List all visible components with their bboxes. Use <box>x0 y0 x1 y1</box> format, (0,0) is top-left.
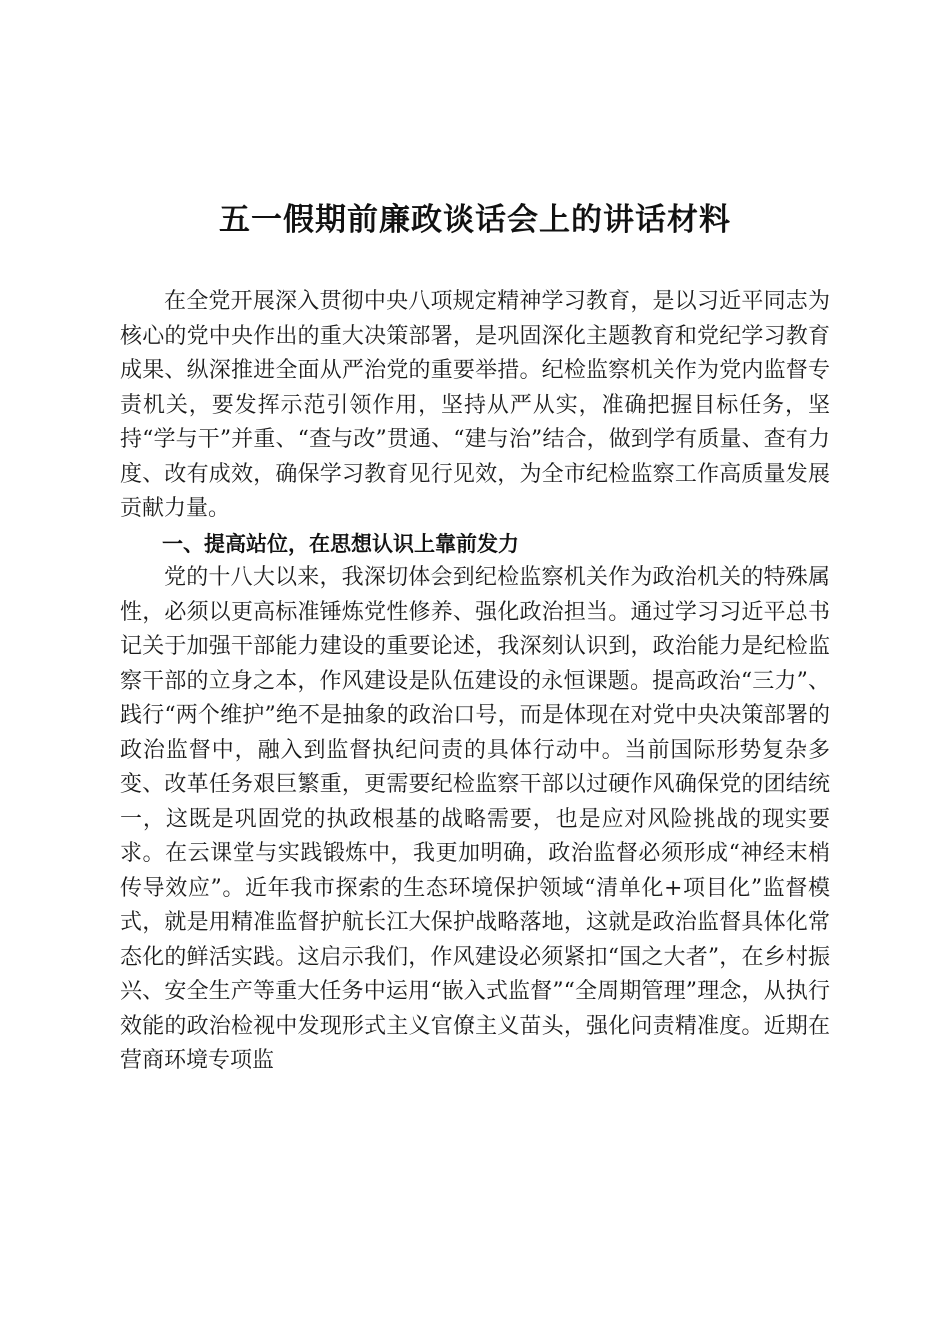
document-body <box>120 285 830 1079</box>
section-heading: 一、提高站位，在思想认识上靠前发力 <box>162 531 519 556</box>
intro-paragraph: 在全党开展深入贯彻中央八项规定精神学习教育，是以习近平同志为核心的党中央作出的重大决策部署，是巩固深化主题教育和党纪学习教育成果、纵深推进全面从严治党的重要举措。纪检监察机关作为党内监督专责机关，要发挥示范引领作用，坚持从严从实，准确把握目标任务，坚持“学与干”并重、“查与改”贯通、“建与治”结合，做到学有质量、查有力度、改有成效，确保学习教育见行见效，为全市纪检监察工作高质量发展贡献力量。 <box>120 289 830 521</box>
section-paragraph: 党的十八大以来，我深切体会到纪检监察机关作为政治机关的特殊属性，必须以更高标准锤炼党性修养、强化政治担当。通过学习习近平总书记关于加强干部能力建设的重要论述，我深刻认识到，政治能力是纪检监察干部的立身之本，作风建设是队伍建设的永恒课题。提高政治“三力”、践行“两个维护”绝不是抽象的政治口号，而是体现在对党中央决策部署的政治监督中，融入到监督执纪问责的具体行动中。当前国际形势复杂多变、改革任务艰巨繁重，更需要纪检监察干部以过硬作风确保党的团结统一，这既是巩固党的执政根基的战略需要，也是应对风险挑战的现实要求。在云课堂与实践锻炼中，我更加明确，政治监督必须形成“神经末梢传导效应”。近年我市探索的生态环境保护领域“清单化+项目化”监督模式，就是用精准监督护航长江大保护战略落地，这就是政治监督具体化常态化的鲜活实践。这启示我们，作风建设必须紧扣“国之大者”，在乡村振兴、安全生产等重大任务中运用“嵌入式监督”“全周期管理”理念，从执行效能的政治检视中发现形式主义官僚主义苗头，强化问责精准度。近期在营商环境专项监 <box>120 565 830 1073</box>
document-title: 五一假期前廉政谈话会上的讲话材料 <box>219 202 731 238</box>
